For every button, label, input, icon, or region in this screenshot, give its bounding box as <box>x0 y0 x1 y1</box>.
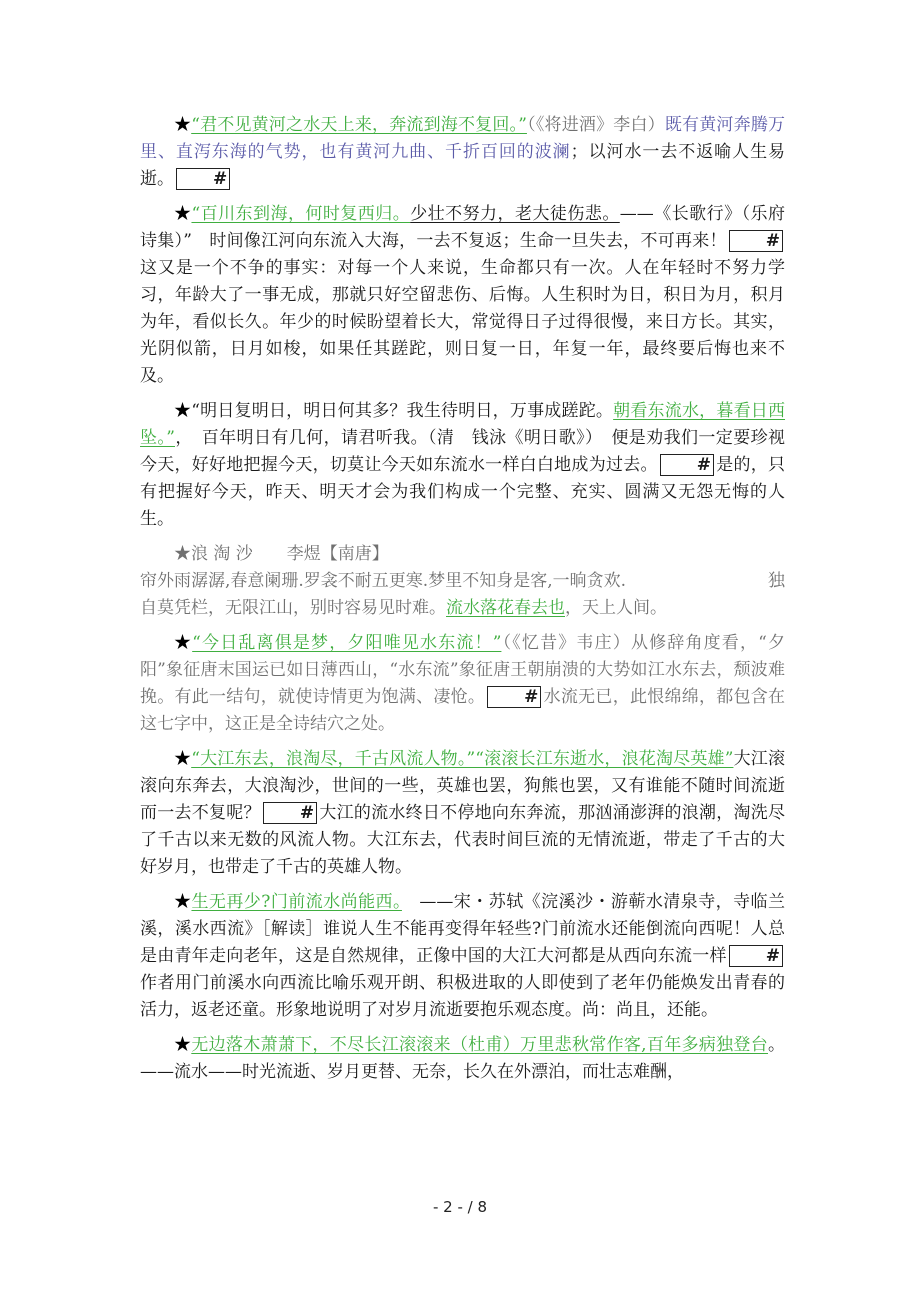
body-text: “明日复明日，明日何其多？我生待明日，万事成蹉跎。 <box>191 401 614 421</box>
hash-marker: # <box>263 802 317 824</box>
star-icon: ★ <box>174 749 192 769</box>
star-icon: ★ <box>174 401 192 421</box>
hash-marker: # <box>176 168 230 190</box>
paragraph-huanxisha <box>140 889 785 1024</box>
paragraph-yixi <box>140 630 785 738</box>
hash-marker: # <box>487 686 541 708</box>
poem-text: ，天上人间。 <box>565 598 667 618</box>
body-text: 。——流水——时光流逝、岁月更替、无奈，长久在外漂泊，而壮志难酬， <box>140 1035 786 1082</box>
quote-zhaokan: 朝看东流水，暮看日西坠。” <box>140 401 786 448</box>
star-icon: ★ <box>174 204 192 224</box>
quote-jinri: “今日乱离俱是梦，夕阳唯见水东流！” <box>192 633 502 653</box>
body-text: ——宋・苏轼《浣溪沙・游蕲水清泉寺，寺临兰溪，溪水西流》［解读］谁说人生不能再变得年轻些?门前流水还能倒流向西呢！人总是由青年走向老年，这是自然规律，正像中国的大江大河都是从西向东流一样 <box>140 892 785 966</box>
body-text: 水流无已，此恨绵绵，都包含在这七字中，这正是全诗结穴之处。 <box>140 687 786 734</box>
poem-text: 自莫凭栏，无限江山，别时容易见时难。 <box>140 598 446 618</box>
hash-marker: # <box>729 230 783 252</box>
paragraph-mingrige <box>140 398 785 533</box>
star-icon: ★ <box>174 1035 192 1055</box>
quote-liushui: 流水落花春去也 <box>446 598 565 618</box>
body-text: 这又是一个不争的事实：对每一个人来说，生命都只有一次。人在年轻时不努力学习，年龄大了一事无成，那就只好空留悲伤、后悔。人生积时为日，积日为月，积月为年，看似长久。年少的时候盼望着长大，常觉得日子过得很慢，来日方长。其实，光阴似箭，日月如梭，如果任其蹉跎，则日复一日，年复一年，最终要后悔也来不及。 <box>140 258 785 386</box>
paragraph-denggao <box>140 1032 785 1086</box>
poem-text: 帘外雨潺潺,春意阑珊.罗衾不耐五更寒.梦里不知身是客,一晌贪欢. <box>140 571 627 591</box>
body-text: 是的，只有把握好今天，昨天、明天才会为我们构成一个完整、充实、圆满又无怨无悔的人生。 <box>140 455 786 529</box>
body-text: ， 百年明日有几何，请君听我。（清 钱泳《明日歌》） 便是劝我们一定要珍视今天，好好地把握今天，切莫让今天如东流水一样白白地成为过去。 <box>140 428 786 475</box>
quote-huanghe: “君不见黄河之水天上来，奔流到海不复回。” <box>191 115 527 135</box>
page-number: - 2 - / 8 <box>432 1198 488 1216</box>
star-icon: ★ <box>174 892 192 912</box>
desc-huanghe: 既有黄河奔腾万里、直泻东海的气势，也有黄河九曲、千折百回的波澜 <box>140 115 786 162</box>
hash-marker: # <box>729 945 783 967</box>
paragraph-dajiang <box>140 746 785 881</box>
quote-shengwu: 生无再少?门前流水尚能西。 <box>191 892 402 912</box>
paragraph-huanghe <box>140 112 785 193</box>
star-icon: ★ <box>174 633 193 653</box>
quote-wubian: 无边落木萧萧下，不尽长江滚滚来（杜甫）万里悲秋常作客,百年多病独登台 <box>191 1035 769 1055</box>
document-body <box>140 112 785 1086</box>
quote-dajiang: “大江东去，浪淘尽，千古风流人物。”“滚滚长江东逝水，浪花淘尽英雄” <box>191 749 734 769</box>
quote-baichuan: “百川东到海，何时复西归。 <box>191 204 411 224</box>
tail-text: ；以河水一去不返喻人生易逝。 <box>140 142 786 189</box>
poem-line-2 <box>140 595 785 622</box>
body-text: （《忆昔》韦庄）从修辞角度看，“夕阳”象征唐末国运已如日薄西山，“水东流”象征唐王朝崩溃的大势如江水东去，颓波难挽。有此一结句，就使诗情更为饱满、凄怆。 <box>140 633 785 707</box>
star-icon: ★ <box>174 115 192 135</box>
source-jiangjinjiu: （《将进酒》李白） <box>526 115 665 135</box>
hash-marker: # <box>660 454 714 476</box>
body-text: ——《长歌行》（乐府诗集）” 时间像江河向东流入大海，一去不复返；生命一旦失去，不可再来！ <box>140 204 785 251</box>
poem-text: 独 <box>768 571 785 591</box>
paragraph-changgexing <box>140 201 785 390</box>
body-text: 大江的流水终日不停地向东奔流，那汹涌澎湃的浪潮，淘洗尽了千古以来无数的风流人物。大江东去，代表时间巨流的无情流逝，带走了千古的大好岁月，也带走了千古的英雄人物。 <box>140 803 786 877</box>
poem-title: ★浪 淘 沙 李煜【南唐】 <box>174 544 389 564</box>
body-text: 作者用门前溪水向西流比喻乐观开朗、积极进取的人即使到了老年仍能焕发出青春的活力，返老还童。形象地说明了对岁月流逝要抱乐观态度。尚：尚且，还能。 <box>140 973 785 1020</box>
body-text: 大江滚滚向东奔去，大浪淘沙，世间的一些，英雄也罢，狗熊也罢，又有谁能不随时间流逝而一去不复呢？ <box>140 749 785 823</box>
quote-shaozhuang: 少壮不努力，老大徒伤悲。 <box>410 204 620 224</box>
poem-line-1 <box>140 568 785 595</box>
